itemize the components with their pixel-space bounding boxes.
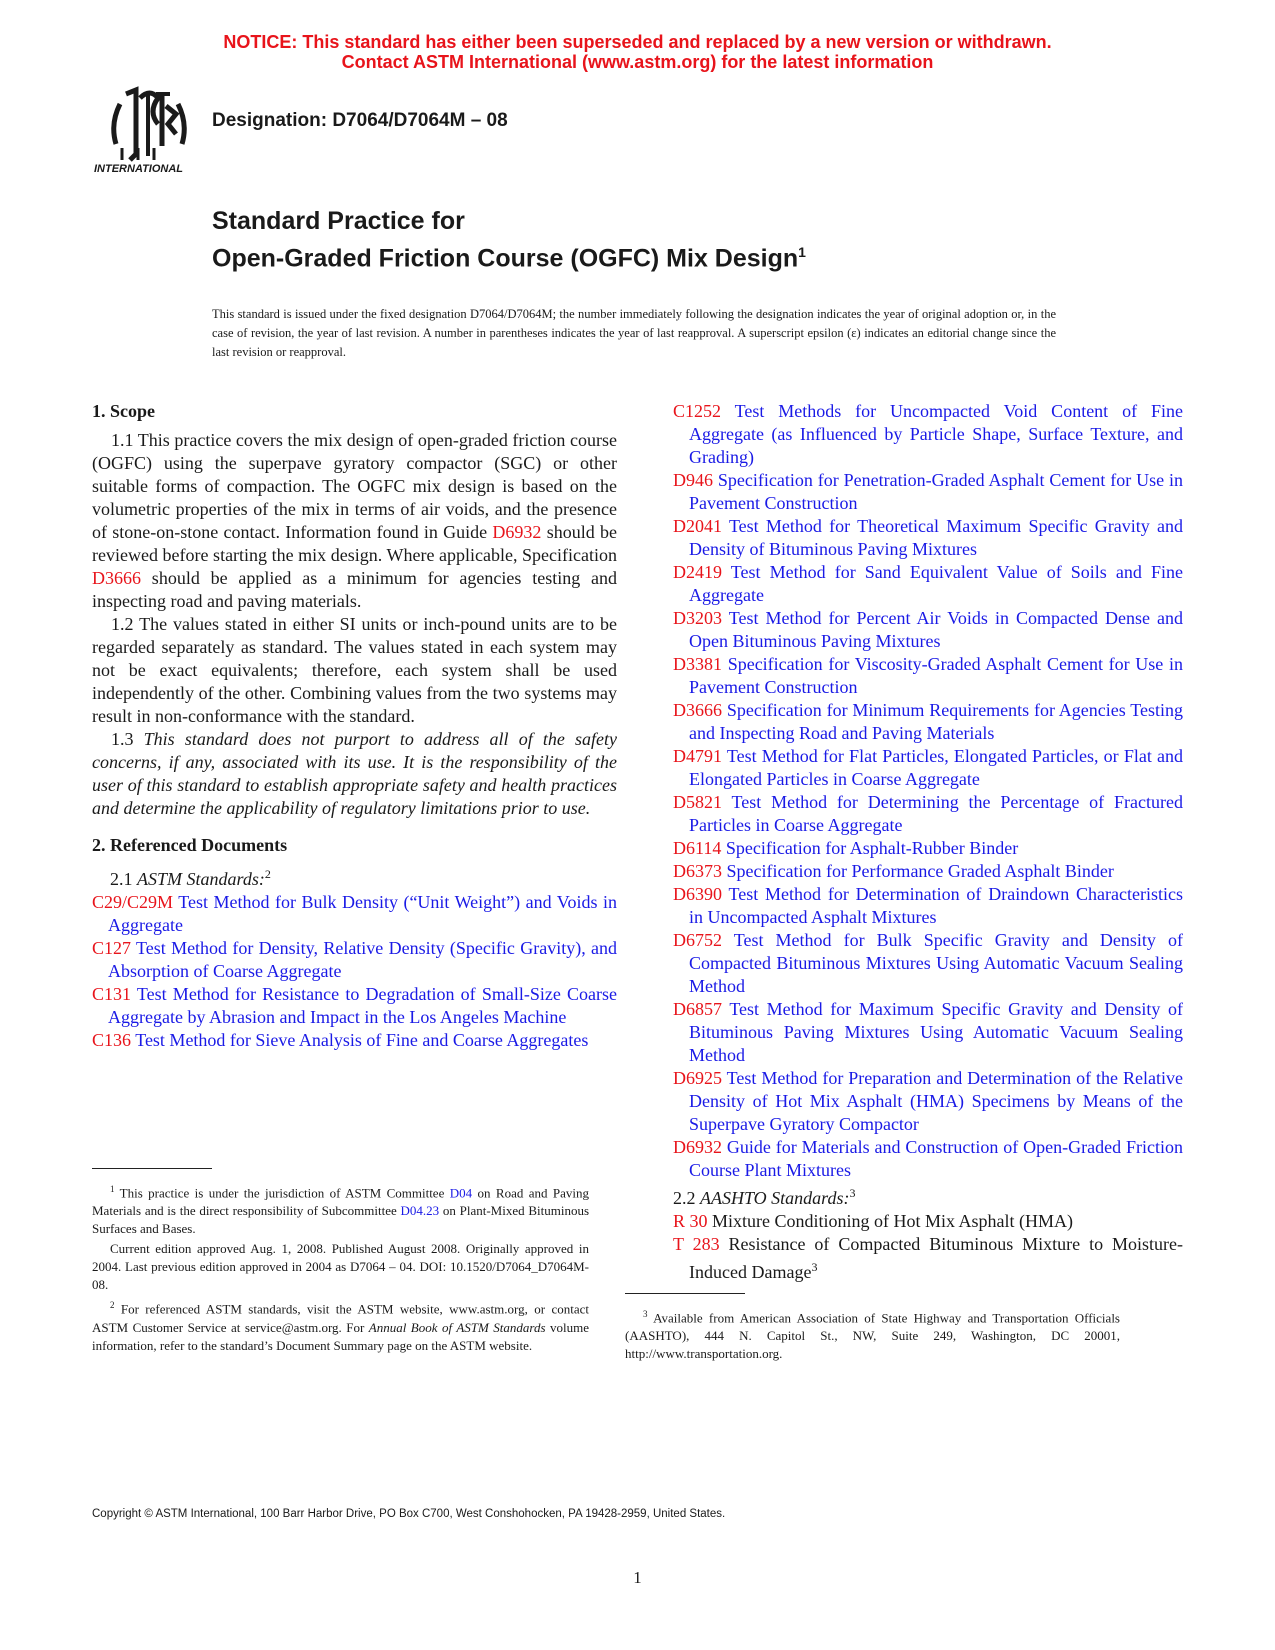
reference-code-link[interactable]: D3666 [673,700,722,720]
title-line-1: Standard Practice for [212,207,465,235]
reference-code-link[interactable]: D6932 [673,1137,722,1157]
reference-code-link[interactable]: D4791 [673,746,722,766]
reference-code-link[interactable]: D6373 [673,861,722,881]
scope-para-1 [92,429,617,613]
reference-item [673,998,1183,1067]
reference-code-link[interactable]: D5821 [673,792,722,812]
reference-title-link[interactable]: Test Method for Maximum Specific Gravity and Density of Bituminous Paving Mixtures Using Automatic Vacuum Sealing Method [689,999,1183,1065]
reference-title-link[interactable]: Test Method for Sieve Analysis of Fine and Coarse Aggregates [135,1030,589,1050]
notice-line-1: NOTICE: This standard has either been superseded and replaced by a new version or withdrawn. [223,32,1052,52]
reference-footnote-marker: 3 [811,1260,818,1274]
astm-label-sup: 2 [264,867,271,881]
notice-line-2: Contact ASTM International (www.astm.org) for the latest information [341,52,934,72]
reference-title-link[interactable]: Test Method for Determination of Draindown Characteristics in Uncompacted Asphalt Mixtures [689,884,1183,927]
scope-p1-text-b: should be reviewed before starting the mix design. Where applicable, Specification [92,522,617,565]
issue-note: This standard is issued under the fixed designation D7064/D7064M; the number immediately following the designation indicates the year of original adoption or, in the case of revision, the year of last revision. A number in parentheses indicates the year of last reapproval. A superscript epsilon (ε) indicates an editorial change since the last revision or reapproval. [212,307,1056,359]
reference-code-link[interactable]: D6857 [673,999,722,1019]
aashto-label-sup: 3 [849,1186,856,1200]
scope-para-3 [92,728,617,820]
footnotes-left [92,1180,589,1357]
link-d04-23[interactable]: D04.23 [400,1203,440,1219]
reference-title-link[interactable]: Test Method for Percent Air Voids in Compacted Dense and Open Bituminous Paving Mixtures [689,608,1183,651]
right-reference-list [673,400,1183,1182]
reference-title-link[interactable]: Specification for Viscosity-Graded Asphalt Cement for Use in Pavement Construction [689,654,1183,697]
reference-code-link[interactable]: C1252 [673,401,722,421]
reference-item [673,699,1183,745]
astm-logo-graphic [92,84,202,180]
reference-title-link[interactable]: Test Method for Preparation and Determination of the Relative Density of Hot Mix Asphalt (HMA) Specimens by Means of the Superpave Gyratory Compactor [689,1068,1183,1134]
reference-title-link[interactable]: Test Method for Determining the Percentage of Fractured Particles in Coarse Aggregate [689,792,1183,835]
referenced-heading: 2. Referenced Documents [92,835,288,855]
reference-code-link[interactable]: D2419 [673,562,722,582]
reference-title-link[interactable]: Specification for Asphalt-Rubber Binder [725,838,1019,858]
fn2-sup: 2 [110,1300,115,1311]
reference-item [673,883,1183,929]
reference-item [673,1210,1183,1233]
logo-text: INTERNATIONAL [94,163,184,175]
reference-code-link[interactable]: D3203 [673,608,722,628]
footnote-2 [92,1296,589,1354]
reference-code-link[interactable]: C29/C29M [92,892,174,912]
reference-item [673,837,1183,860]
title-line-2 [212,237,806,274]
left-column [92,400,617,1052]
astm-label-num: 2.1 [110,869,137,889]
astm-logo-icon [92,84,202,180]
reference-item [673,653,1183,699]
fn3-sup: 3 [643,1309,648,1319]
reference-item [92,983,617,1029]
page-number: 1 [633,1568,642,1587]
reference-title-link[interactable]: Test Method for Sand Equivalent Value of Soils and Fine Aggregate [689,562,1183,605]
aashto-reference-list [673,1210,1183,1284]
reference-item [673,561,1183,607]
link-d04[interactable]: D04 [449,1185,473,1201]
scope-heading: 1. Scope [92,401,155,421]
reference-item [673,515,1183,561]
reference-item [673,860,1183,883]
fn3-text: Available from American Association of State Highway and Transportation Officials (AASHTO), 444 N. Capitol St., NW, Suite 249, Washington, DC 20001, http://www.transportation.org. [625,1310,1120,1362]
reference-item [673,745,1183,791]
copyright: Copyright © ASTM International, 100 Barr Harbor Drive, PO Box C700, West Conshohocken, PA 19428-2959, United States. [92,1508,726,1520]
link-d3666[interactable]: D3666 [92,568,141,588]
designation: Designation: D7064/D7064M – 08 [212,110,508,131]
reference-item [673,1233,1183,1284]
footnote-1 [92,1180,589,1238]
reference-title-link[interactable]: Specification for Penetration-Graded Asphalt Cement for Use in Pavement Construction [689,470,1183,513]
fn1-text-c: on Plant-Mixed Bituminous Surfaces and Bases. [92,1203,590,1237]
reference-title-link[interactable]: Test Methods for Uncompacted Void Content of Fine Aggregate (as Influenced by Particle Shape, Surface Texture, and Grading) [689,401,1183,467]
title-main: Open-Graded Friction Course (OGFC) Mix Design [212,244,799,273]
reference-item [673,469,1183,515]
reference-item [673,400,1183,469]
reference-item [92,891,617,937]
link-d6932[interactable]: D6932 [492,522,542,542]
astm-label-text: ASTM Standards: [137,869,265,889]
reference-item [673,929,1183,998]
reference-code-link[interactable]: T 283 [673,1234,720,1254]
fn1-text-b: on Road and Paving Materials and is the direct responsibility of Subcommittee [92,1185,589,1219]
reference-title-link[interactable]: Test Method for Bulk Density (“Unit Weight”) and Voids in Aggregate [108,892,617,935]
title-footnote-marker: 1 [798,244,806,260]
reference-title-link[interactable]: Specification for Minimum Requirements for Agencies Testing and Inspecting Road and Paving Materials [689,700,1183,743]
reference-code-link[interactable]: C136 [92,1030,132,1050]
footnote-rule-left [92,1168,212,1169]
fn2-text-a: For referenced ASTM standards, visit the ASTM website, www.astm.org, or contact ASTM Customer Service at service@astm.org. For [92,1301,589,1335]
reference-code-link[interactable]: D6114 [673,838,722,858]
reference-title-link[interactable]: Test Method for Theoretical Maximum Specific Gravity and Density of Bituminous Paving Mixtures [689,516,1183,559]
footnote-1-edition: Current edition approved Aug. 1, 2008. Published August 2008. Originally approved in 2004. Last previous edition approved in 2004 as D7064 – 04. DOI: 10.1520/D7064_D7064M-08. [92,1241,589,1293]
reference-item [673,1067,1183,1136]
reference-item [673,791,1183,837]
footnote-rule-right [625,1293,745,1294]
reference-code-link[interactable]: D2041 [673,516,722,536]
reference-item [673,607,1183,653]
reference-code-link[interactable]: D946 [673,470,713,490]
reference-title-link[interactable]: Test Method for Flat Particles, Elongated Particles, or Flat and Elongated Particles in Coarse Aggregate [689,746,1183,789]
reference-code-link[interactable]: C131 [92,984,132,1004]
document-title [212,206,806,274]
reference-title-link[interactable]: Test Method for Density, Relative Density (Specific Gravity), and Absorption of Coarse Aggregate [108,938,617,981]
reference-code-link[interactable]: D6925 [673,1068,722,1088]
scope-p3-italic: This standard does not purport to address all of the safety concerns, if any, associated with its use. It is the responsibility of the user of this standard to establish appropriate safety and health practices and determine the applicability of regulatory limitations prior to use. [92,729,618,818]
scope-p1-text-c: should be applied as a minimum for agencies testing and inspecting road and paving materials. [92,568,617,611]
reference-title-link[interactable]: Test Method for Resistance to Degradation of Small-Size Coarse Aggregate by Abrasion and Impact in the Los Angeles Machine [108,984,617,1027]
reference-item [673,1136,1183,1182]
footnotes-right [625,1305,1120,1365]
reference-title-link[interactable]: Resistance of Compacted Bituminous Mixture to Moisture-Induced Damage [689,1234,1183,1282]
left-reference-list [92,891,617,1052]
aashto-label-text: AASHTO Standards: [700,1188,850,1208]
reference-code-link[interactable]: D6390 [673,884,722,904]
withdrawal-notice [0,32,1275,72]
scope-p3-num: 1.3 [111,729,144,749]
fn2-italic: Annual Book of ASTM Standards [368,1319,546,1335]
aashto-label-num: 2.2 [673,1188,700,1208]
reference-code-link[interactable]: D6752 [673,930,722,950]
reference-code-link[interactable]: C127 [92,938,132,958]
scope-para-2: 1.2 The values stated in either SI units or inch-pound units are to be regarded separately as standard. The values stated in each system may not be exact equivalents; therefore, each system shall be used independently of the other. Combining values from the two systems may result in non-conformance with the standard. [92,614,617,726]
reference-title-link[interactable]: Guide for Materials and Construction of Open-Graded Friction Course Plant Mixtures [689,1137,1183,1180]
scope-p1-text-a: 1.1 This practice covers the mix design of open-graded friction course (OGFC) using the superpave gyratory compactor (SGC) or other suitable forms of compaction. The OGFC mix design is based on the volumetric properties of the mix in terms of air voids, and the presence of stone-on-stone contact. Information found in Guide [92,430,617,542]
aashto-standards-label [673,1182,1183,1210]
reference-title-link[interactable]: Test Method for Bulk Specific Gravity and Density of Compacted Bituminous Mixtures Using Automatic Vacuum Sealing Method [689,930,1183,996]
fn2-text-b: volume information, refer to the standard’s Document Summary page on the ASTM website. [92,1319,590,1353]
reference-title-link[interactable]: Mixture Conditioning of Hot Mix Asphalt (HMA) [712,1211,1074,1231]
footnote-3 [625,1305,1120,1363]
reference-code-link[interactable]: D3381 [673,654,722,674]
right-column [673,400,1183,1284]
astm-standards-label [92,863,617,891]
reference-item [92,1029,617,1052]
fn1-text-a: This practice is under the jurisdiction of ASTM Committee [114,1185,450,1201]
reference-item [92,937,617,983]
reference-code-link[interactable]: R 30 [673,1211,708,1231]
reference-title-link[interactable]: Specification for Performance Graded Asphalt Binder [726,861,1114,881]
fn1-sup: 1 [110,1184,115,1194]
